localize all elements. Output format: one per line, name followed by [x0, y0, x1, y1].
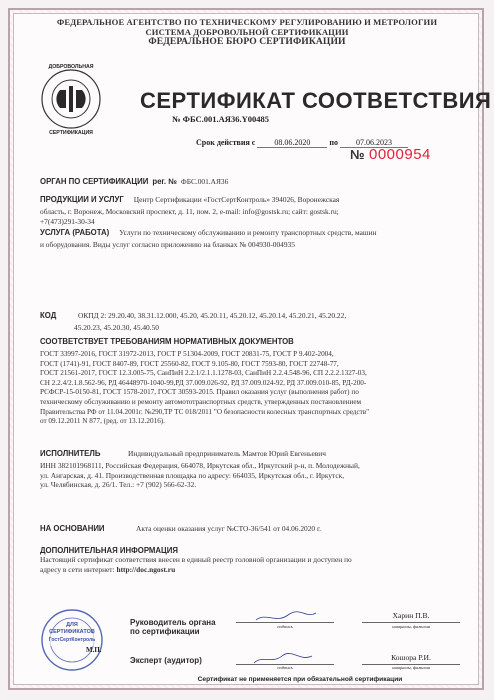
norms-label: СООТВЕТСТВУЕТ ТРЕБОВАНИЯМ НОРМАТИВНЫХ ДОКУМЕНТОВ [40, 337, 294, 346]
norms-line: ГОСТ 33997-2016, ГОСТ 31972-2013, ГОСТ Р 51304-2009, ГОСТ 20831-75, ГОСТ Р 9.402-2004, [40, 350, 334, 358]
serial-prefix: № [350, 147, 365, 162]
norms-line: РСФСР-15-0150-81, ГОСТ 1578-2017, ГОСТ 30593-2015. Правил оказания услуг (выполнения работ) по [40, 388, 359, 397]
footer-note: Сертификат не применяется при обязательной сертификации [197, 676, 403, 683]
service-label: УСЛУГА (РАБОТА) [40, 228, 110, 237]
norms-section [40, 337, 476, 427]
reg-number-value: ФБС.001.АЯ36.Y00485 [182, 114, 269, 124]
code-label: КОД [40, 311, 57, 320]
executor-line-1: Индивидуальный предприниматель Мамтов Юрий Евгеньевич [128, 449, 326, 458]
organ-label-2: ПРОДУКЦИИ И УСЛУГ [40, 195, 124, 204]
expert-signature-line [236, 652, 334, 665]
organ-line-3: +7(473)291-30-34 [40, 216, 95, 226]
service-line-1: Услуги по техническому обслуживанию и ремонту транспортных средств, машин [119, 228, 377, 237]
validity-label: Срок действия с [196, 138, 256, 147]
additional-section [40, 546, 476, 574]
organ-line-2: область, г. Воронеж, Московский проспект, д. 11, пом. 2, e-mail: info@gostsk.ru; сайт: gostsk.ru; [40, 207, 339, 216]
mp-label: М.П. [86, 646, 102, 654]
head-label-1: Руководитель органа [130, 618, 216, 627]
stamp-text-1: ДЛЯ [66, 622, 78, 628]
organ-reg-value: ФБС.001.АЯ36 [180, 177, 229, 186]
organ-line-1: Центр Сертификации «ГостСертКонтроль» 394026, Воронежская [133, 195, 340, 204]
logo-top-text: ДОБРОВОЛЬНАЯ [48, 64, 94, 70]
service-line-2: и оборудования. Виды услуг согласно приложению на бланках № 004930-004935 [40, 240, 295, 249]
norms-line: техническому обслуживанию и ремонту автомототранспортных средств, утвержденных постановлением [40, 397, 362, 406]
norms-line: ГОСТ (1741)-91, ГОСТ 8407-89, ГОСТ 25560-82, ГОСТ 9.105-80, ГОСТ 7593-80, ГОСТ 22748-77, [40, 359, 339, 368]
serial-number [350, 146, 431, 164]
organ-section [40, 171, 470, 226]
signature-scribble-icon [236, 652, 334, 666]
expert-name: Кошора Р.И. [391, 653, 431, 662]
certificate-title: СЕРТИФИКАТ СООТВЕТСТВИЯ [140, 88, 492, 113]
blue-stamp [40, 608, 104, 672]
reg-number-label: № [172, 114, 181, 124]
organ-reg-label: рег. № [152, 177, 177, 186]
serial-value: 0000954 [369, 146, 431, 163]
norms-line: от 09.12.2011 N 877, (ред. от 13.12.2016). [40, 417, 165, 426]
additional-line-1: Настоящий сертификат соответствия внесен в единый реестр головной организации и доступен по [40, 555, 352, 564]
stamp-text-3: ГостСертКонтроль [48, 637, 96, 643]
validity-from: 08.06.2020 [257, 138, 327, 148]
certification-logo [40, 64, 102, 136]
system-line: СИСТЕМА ДОБРОВОЛЬНОЙ СЕРТИФИКАЦИИ [145, 27, 349, 37]
executor-line-2: ИНН 382101968111, Российская Федерация, 664078, Иркутская обл., Иркутский р-н, п. Молодежный, [40, 461, 360, 470]
additional-label: ДОПОЛНИТЕЛЬНАЯ ИНФОРМАЦИЯ [40, 546, 178, 555]
norms-line: Правительства РФ от 11.04.2001г. №290,ТР ТС 018/2011 "О безопасности колесных транспортных средств" [40, 407, 370, 416]
registry-url: http://doc.ngost.ru [116, 564, 176, 574]
expert-label: Эксперт (аудитор) [130, 656, 202, 665]
signature-scribble-icon [236, 610, 334, 624]
basis-label: НА ОСНОВАНИИ [40, 524, 105, 533]
norms-line: ГОСТ 21561-2017, ГОСТ 12.3.005-75, СанПиН 2.2.1/2.1.1.1278-03, СанПиН 2.2.4.548-96, СП 2.2.2.1327-03, [40, 369, 367, 378]
reg-number [172, 114, 269, 124]
executor-label: ИСПОЛНИТЕЛЬ [40, 449, 101, 458]
basis-text: Акта оценки оказания услуг №СТО-36/541 от 04.06.2020 г. [136, 524, 322, 533]
code-section [40, 305, 476, 333]
name-hint: инициалы, фамилия [392, 624, 430, 629]
agency-line: ФЕДЕРАЛЬНОЕ АГЕНТСТВО ПО ТЕХНИЧЕСКОМУ РЕГУЛИРОВАНИЮ И МЕТРОЛОГИИ [56, 17, 438, 27]
code-line-2: 45.20.23, 45.20.30, 45.40.50 [74, 323, 159, 332]
head-name: Харин П.В. [392, 611, 430, 620]
bureau-line: ФЕДЕРАЛЬНОЕ БЮРО СЕРТИФИКАЦИИ [148, 36, 346, 47]
fs-emblem-icon [40, 68, 102, 130]
head-label-2: по сертификации [130, 627, 200, 636]
executor-line-4: ул. Челябинская, д. 26/1. Тел.: +7 (902) 566-62-32. [40, 480, 197, 490]
validity-to-label: по [329, 138, 338, 147]
expert-sign-hint: подпись [277, 665, 293, 670]
code-line-1: ОКПД 2: 29.20.40, 38.31.12.000, 45.20, 45.20.11, 45.20.12, 45.20.14, 45.20.21, 45.20.22, [78, 311, 347, 320]
expert-name-hint: инициалы, фамилия [392, 665, 430, 670]
head-signature-label [130, 618, 230, 636]
additional-line-2: адресу в сети интернет: [40, 564, 115, 574]
logo-bottom-text: СЕРТИФИКАЦИЯ [49, 130, 93, 136]
head-signature-line [236, 610, 334, 623]
basis-section [40, 518, 476, 536]
executor-section [40, 443, 476, 490]
sign-hint: подпись [277, 624, 293, 629]
stamp-text-2: СЕРТИФИКАТОВ [49, 629, 95, 635]
organ-label: ОРГАН ПО СЕРТИФИКАЦИИ [40, 177, 149, 186]
validity-to: 07.06.2023 [340, 138, 408, 148]
executor-line-3: ул. Ангарская, д. 41. Производственная площадка по адресу: 664035, Иркутская обл., г. Иркутск, [40, 470, 345, 480]
service-section [40, 222, 476, 250]
norms-line: СН 2.2.4/2.1.8.562-96, РД 46448970-1040-99,РД 37.009.026-92, РД 37.009.024-92, РД 37.009.010-85, РД-200- [40, 378, 367, 387]
